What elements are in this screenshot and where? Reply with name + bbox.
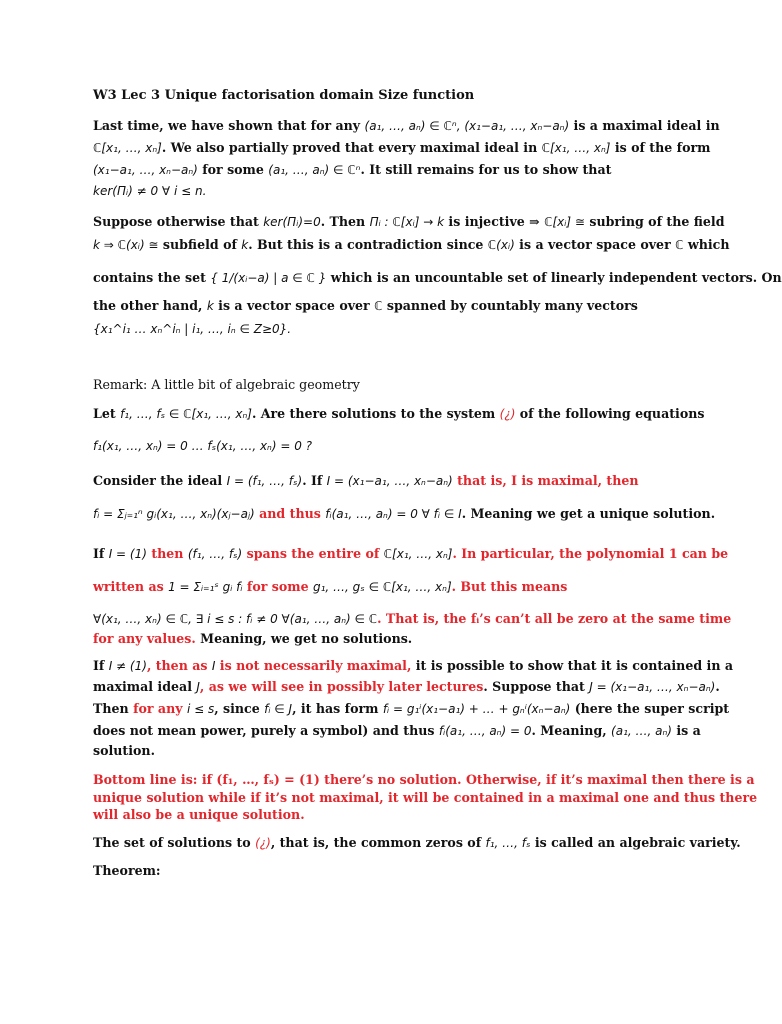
p2-line-1: Suppose otherwise that ker(Πᵢ)=0. Then Πᵢ : ℂ[xᵢ] → k is injective ⇒ ℂ[xᵢ] ≅ subring of the field <box>93 214 725 229</box>
p6-line-1: If I ≠ (1), then as I is not necessarily maximal, it is possible to show that it is contained in a <box>93 658 734 673</box>
p5-line-4: for any values. Meaning, we get no solutions. <box>93 631 413 646</box>
p5-line-3: ∀(x₁, …, xₙ) ∈ ℂ, ∃ i ≤ s : fᵢ ≠ 0 ∀(a₁, …, aₙ) ∈ ℂ. That is, the fᵢ’s can’t all be zero at the same time <box>93 611 732 626</box>
document-title: W3 Lec 3 Unique factorisation domain Size function <box>93 88 475 103</box>
p3-line-1: Let f₁, …, fₛ ∈ ℂ[x₁, …, xₙ]. Are there solutions to the system (¿) of the following equations <box>93 406 705 421</box>
theorem-heading: Theorem: <box>93 863 161 878</box>
p1-line-2: ℂ[x₁, …, xₙ]. We also partially proved that every maximal ideal in ℂ[x₁, …, xₙ] is of the form <box>93 140 711 155</box>
p2-line-4: the other hand, k is a vector space over ℂ spanned by countably many vectors <box>93 298 638 313</box>
p1-line-3: (x₁−a₁, …, xₙ−aₙ) for some (a₁, …, aₙ) ∈ ℂⁿ. It still remains for us to show that <box>93 162 612 177</box>
p6-line-3: Then for any i ≤ s, since fᵢ ∈ J, it has form fᵢ = g₁ⁱ(x₁−a₁) + … + gₙⁱ(xₙ−aₙ) (here the super script <box>93 701 730 716</box>
p6-line-4: does not mean power, purely a symbol) and thus fᵢ(a₁, …, aₙ) = 0. Meaning, (a₁, …, aₙ) is a <box>93 723 701 738</box>
p5-line-2: written as 1 = Σᵢ₌₁ˢ gᵢ fᵢ for some g₁, …, gₛ ∈ ℂ[x₁, …, xₙ]. But this means <box>93 579 568 594</box>
bottom-line-1: Bottom line is: if (f₁, …, fₛ) = (1) there’s no solution. Otherwise, if it’s maximal then there is a <box>93 772 755 787</box>
p7-line: The set of solutions to (¿), that is, the common zeros of f₁, …, fₛ is called an algebraic variety. <box>93 835 741 850</box>
remark-heading: Remark: A little bit of algebraic geometry <box>93 377 360 392</box>
p2-line-3: contains the set { 1/(xᵢ−a) | a ∈ ℂ } which is an uncountable set of linearly independent vectors. On <box>93 270 782 285</box>
bottom-line-3: will also be a unique solution. <box>93 807 305 822</box>
p2-line-2: k ⇒ ℂ(xᵢ) ≅ subfield of k. But this is a contradiction since ℂ(xᵢ) is a vector space over ℂ which <box>93 237 730 252</box>
p1-line-4: ker(Πᵢ) ≠ 0 ∀ i ≤ n. <box>93 184 207 198</box>
p6-line-5: solution. <box>93 743 155 758</box>
p2-line-5: {x₁^i₁ … xₙ^iₙ | i₁, …, iₙ ∈ Z≥0}. <box>93 322 292 336</box>
p3-equation: f₁(x₁, …, xₙ) = 0 … fₛ(x₁, …, xₙ) = 0 ? <box>93 439 313 453</box>
p6-line-2: maximal ideal J, as we will see in possibly later lectures. Suppose that J = (x₁−a₁, …, xₙ−aₙ). <box>93 679 720 694</box>
p4-line-2: fᵢ = Σⱼ₌₁ⁿ gᵢ(x₁, …, xₙ)(xⱼ−aⱼ) and thus fᵢ(a₁, …, aₙ) = 0 ∀ fᵢ ∈ I. Meaning we get a unique solution. <box>93 506 716 521</box>
p5-line-1: If I = (1) then (f₁, …, fₛ) spans the entire of ℂ[x₁, …, xₙ]. In particular, the polynomial 1 can be <box>93 546 729 561</box>
p1-line-1: Last time, we have shown that for any (a₁, …, aₙ) ∈ ℂⁿ, (x₁−a₁, …, xₙ−aₙ) is a maximal ideal in <box>93 118 720 133</box>
bottom-line-2: unique solution while if it’s not maximal, it will be contained in a maximal one and thus there <box>93 790 758 805</box>
p4-line-1: Consider the ideal I = (f₁, …, fₛ). If I = (x₁−a₁, …, xₙ−aₙ) that is, I is maximal, then <box>93 473 639 488</box>
